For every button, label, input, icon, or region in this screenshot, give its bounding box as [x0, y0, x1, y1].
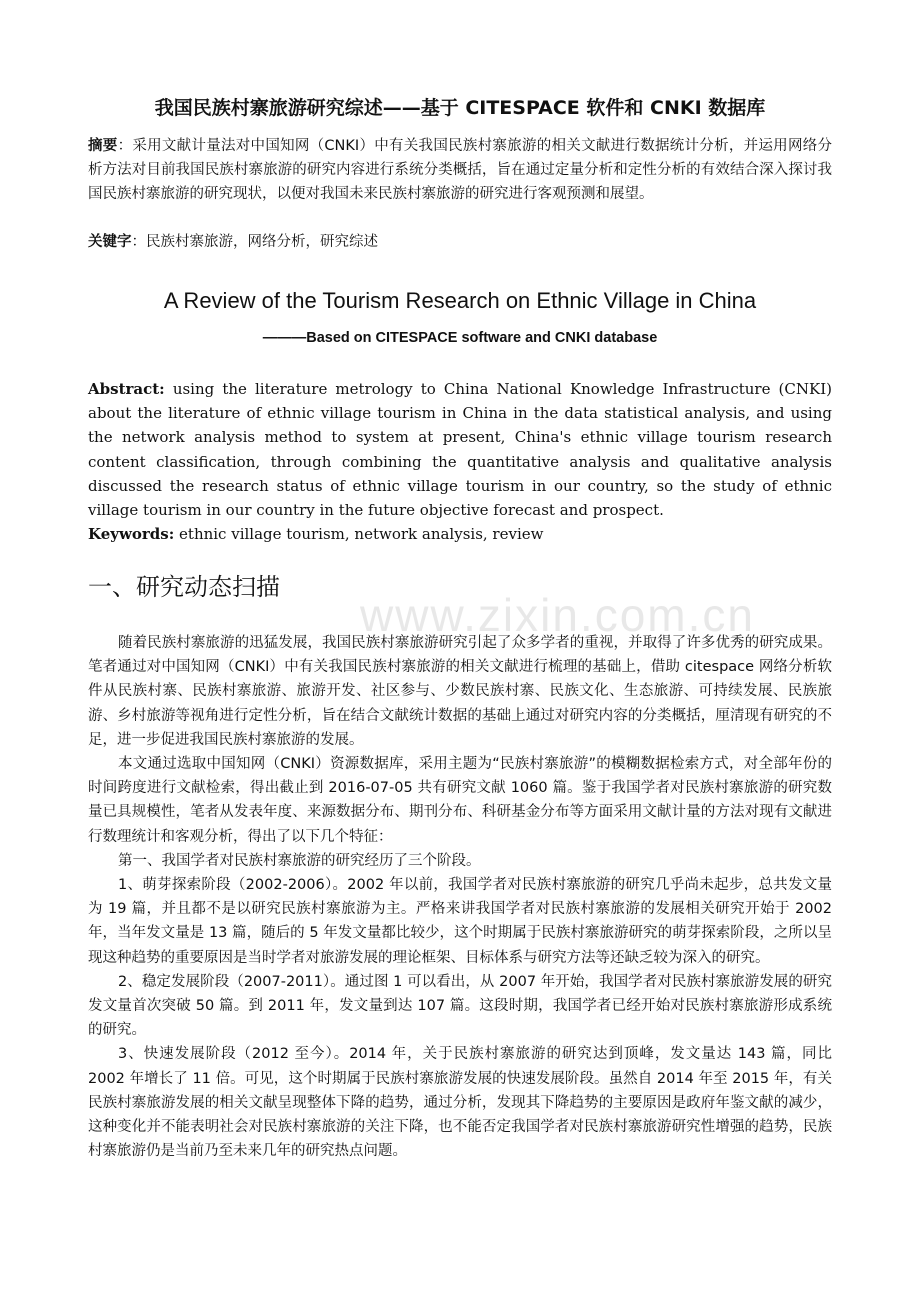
paragraph: 第一、我国学者对民族村寨旅游的研究经历了三个阶段。 [118, 852, 481, 869]
paragraph: 本文通过选取中国知网（CNKI）资源数据库，采用主题为“民族村寨旅游”的模糊数据检索方式，对全部年份的时间跨度进行文献检索，得出截止到 2016-07-05 共有研究文献 1060 篇。鉴于我国学者对民族村寨旅游的研究数量已具规模性，笔者从发表年度、来源数据分布、期刊分布、科研基金分布等方面采用文献计量的方法对现有文献进行数理统计和客观分析，得出了以下几个特征： [88, 756, 832, 845]
keywords-label: 关键字 [88, 234, 132, 250]
paragraph: 随着民族村寨旅游的迅猛发展，我国民族村寨旅游研究引起了众多学者的重视，并取得了许多优秀的研究成果。笔者通过对中国知网（CNKI）中有关我国民族村寨旅游的相关文献进行梳理的基础上，借助 citespace 网络分析软件从民族村寨、民族村寨旅游、旅游开发、社区参与、少数民族村寨、民族文化、生态旅游、可持续发展、民族旅游、乡村旅游等视角进行定性分析，旨在结合文献统计数据的基础上通过对研究内容的分类概括，厘清现有研究的不足，进一步促进我国民族村寨旅游的发展。 [88, 635, 832, 748]
english-keywords [88, 522, 832, 546]
abstract-text: ：采用文献计量法对中国知网（CNKI）中有关我国民族村寨旅游的相关文献进行数据统计分析，并运用网络分析方法对目前我国民族村寨旅游的研究内容进行系统分类概括，旨在通过定量分析和定性分析的有效结合深入探讨我国民族村寨旅游的研究现状，以便对我国未来民族村寨旅游的研究进行客观预测和展望。 [88, 138, 832, 202]
paragraph: 2、稳定发展阶段（2007-2011）。通过图 1 可以看出，从 2007 年开始，我国学者对民族村寨旅游发展的研究发文量首次突破 50 篇。到 2011 年，发文量到达 107 篇。这段时期，我国学者已经开始对民族村寨旅游形成系统的研究。 [88, 973, 832, 1039]
english-keywords-text: ethnic village tourism, network analysis, review [174, 525, 544, 543]
paragraph: 1、萌芽探索阶段（2002-2006）。2002 年以前，我国学者对民族村寨旅游的研究几乎尚未起步，总共发文量为 19 篇，并且都不是以研究民族村寨旅游为主。严格来讲我国学者对民族村寨旅游的发展相关研究开始于 2002 年，当年发文量是 13 篇，随后的 5 年发文量都比较少，这个时期属于民族村寨旅游研究的萌芽探索阶段，之所以呈现这种趋势的重要原因是当时学者对旅游发展的理论框架、目标体系与研究方法等还缺乏较为深入的研究。 [88, 877, 832, 966]
english-abstract [88, 377, 832, 522]
english-keywords-label: Keywords: [88, 525, 175, 543]
english-title: A Review of the Tourism Research on Ethnic Village in China [163, 288, 757, 313]
section-body [88, 631, 832, 1163]
english-abstract-label: Abstract: [88, 380, 165, 398]
chinese-keywords [88, 230, 832, 254]
english-abstract-text: using the literature metrology to China National Knowledge Infrastructure (CNKI) about the literature of ethnic village tourism in China in the data statistical analysis, and using the network analysis method to system at present, China's ethnic village tourism research content classification, through combining the quantitative analysis and qualitative analysis discussed the research status of ethnic village tourism in our country, so the study of ethnic village tourism in our country in the future objective forecast and prospect. [88, 380, 832, 520]
chinese-abstract [88, 134, 832, 206]
chinese-title: 我国民族村寨旅游研究综述——基于 CITESPACE 软件和 CNKI 数据库 [154, 97, 766, 119]
section-heading: 一、研究动态扫描 [88, 573, 280, 601]
abstract-label: 摘要 [88, 138, 118, 154]
english-subtitle: ———Based on CITESPACE software and CNKI database [262, 330, 658, 346]
watermark: www.zixin.com.cn [360, 589, 755, 641]
paragraph: 3、快速发展阶段（2012 至今）。2014 年，关于民族村寨旅游的研究达到顶峰，发文量达 143 篇，同比 2002 年增长了 11 倍。可见，这个时期属于民族村寨旅游发展的快速发展阶段。虽然自 2014 年至 2015 年，有关民族村寨旅游发展的相关文献呈现整体下降的趋势，通过分析，发现其下降趋势的主要原因是政府年鉴文献的减少，这种变化并不能表明社会对民族村寨旅游的关注下降，也不能否定我国学者对民族村寨旅游研究性增强的趋势，民族村寨旅游仍是当前乃至未来几年的研究热点问题。 [88, 1046, 832, 1160]
keywords-text: ：民族村寨旅游，网络分析，研究综述 [131, 234, 378, 250]
